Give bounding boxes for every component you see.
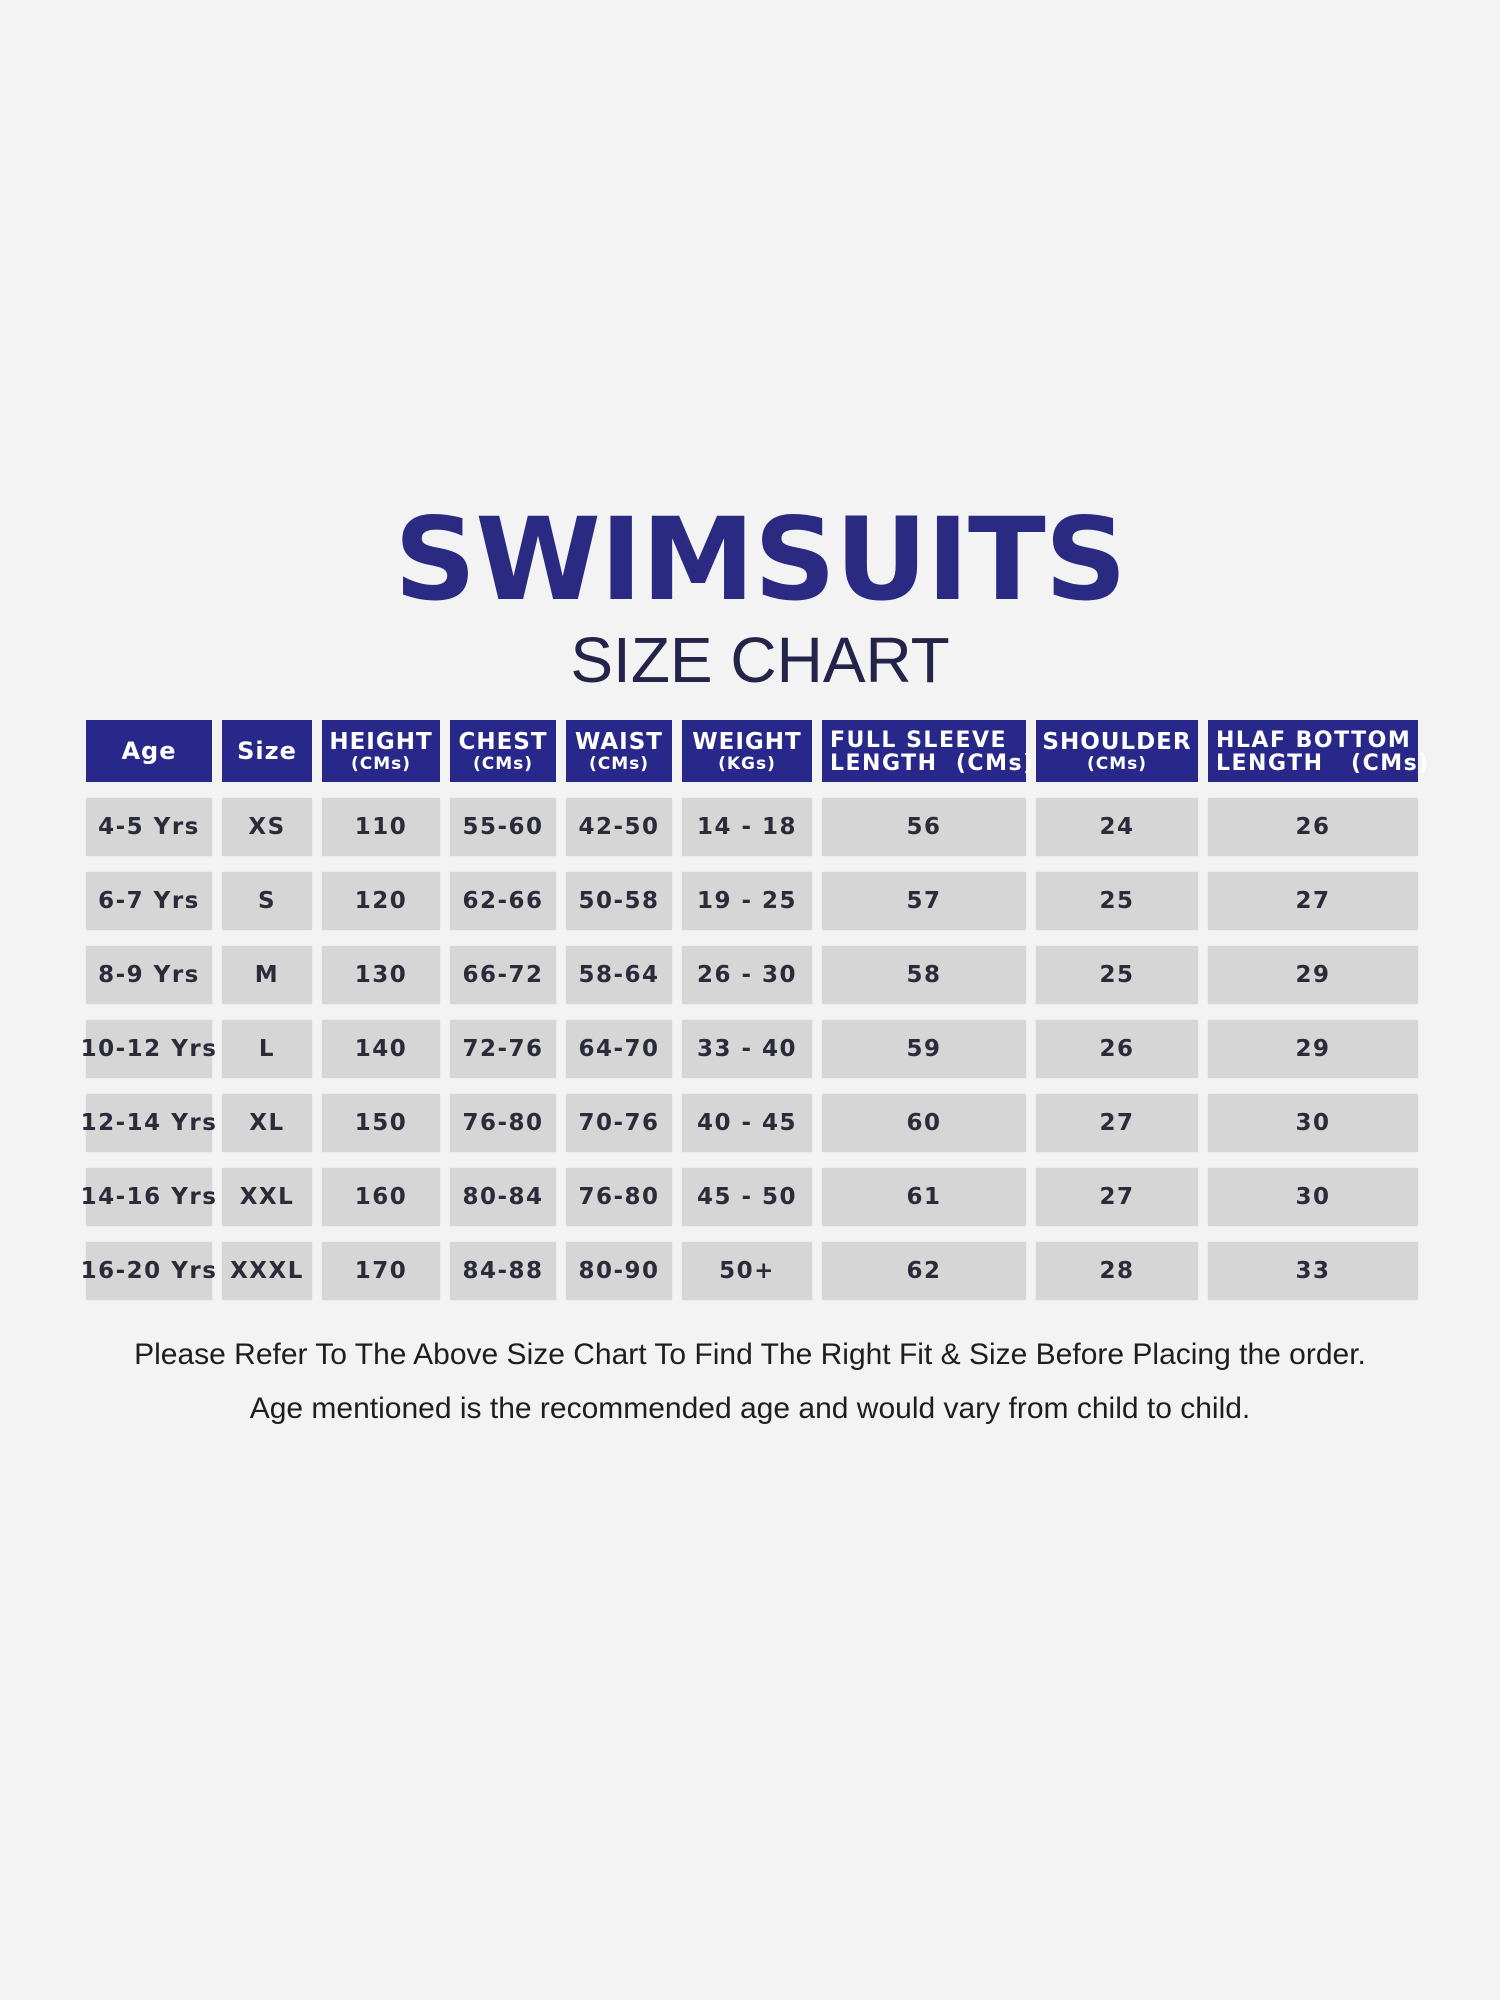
cell-full-sleeve-length: 59 <box>822 1020 1026 1078</box>
cell-chest: 72-76 <box>450 1020 556 1078</box>
size-chart-table <box>80 720 1430 1300</box>
cell-waist: 76-80 <box>566 1168 672 1226</box>
header-unit: (KGs) <box>718 754 776 775</box>
cell-size: S <box>222 872 312 930</box>
header-half-bottom-length <box>1208 720 1430 782</box>
header-age <box>86 720 212 782</box>
header-unit: (CMs) <box>350 754 412 775</box>
cell-half-bottom-length: 29 <box>1208 946 1418 1004</box>
cell-size: XXXL <box>222 1242 312 1300</box>
header-unit: (CMs) <box>1086 754 1148 775</box>
header-label: Size <box>237 737 297 766</box>
cell-full-sleeve-length: 57 <box>822 872 1026 930</box>
cell-age: 8-9 Yrs <box>86 946 212 1004</box>
cell-half-bottom-length: 33 <box>1208 1242 1418 1300</box>
cell-full-sleeve-length: 56 <box>822 798 1026 856</box>
cell-shoulder: 25 <box>1036 872 1198 930</box>
cell-size: XXL <box>222 1168 312 1226</box>
header-label: Age <box>121 737 177 766</box>
header-unit: (CMs) <box>588 754 650 775</box>
cell-chest: 84-88 <box>450 1242 556 1300</box>
cell-height: 170 <box>322 1242 440 1300</box>
cell-chest: 80-84 <box>450 1168 556 1226</box>
header-label: WAIST <box>575 729 663 755</box>
header-unit: LENGTH (CMs) <box>830 751 1035 776</box>
cell-full-sleeve-length: 61 <box>822 1168 1026 1226</box>
header-size <box>222 720 312 782</box>
cell-waist: 42-50 <box>566 798 672 856</box>
cell-full-sleeve-length: 60 <box>822 1094 1026 1152</box>
cell-chest: 76-80 <box>450 1094 556 1152</box>
header-label: HEIGHT <box>329 729 433 755</box>
header-label: WEIGHT <box>692 729 802 755</box>
cell-shoulder: 26 <box>1036 1020 1198 1078</box>
cell-height: 120 <box>322 872 440 930</box>
cell-waist: 80-90 <box>566 1242 672 1300</box>
header-weight <box>682 720 812 782</box>
cell-shoulder: 24 <box>1036 798 1198 856</box>
cell-age: 6-7 Yrs <box>86 872 212 930</box>
cell-shoulder: 28 <box>1036 1242 1198 1300</box>
cell-weight: 33 - 40 <box>682 1020 812 1078</box>
cell-age: 12-14 Yrs <box>86 1094 212 1152</box>
page-subtitle: SIZE CHART <box>570 624 950 696</box>
cell-height: 110 <box>322 798 440 856</box>
cell-shoulder: 27 <box>1036 1094 1198 1152</box>
cell-height: 140 <box>322 1020 440 1078</box>
header-label: CHEST <box>458 729 548 755</box>
header-height <box>322 720 440 782</box>
cell-half-bottom-length: 29 <box>1208 1020 1418 1078</box>
cell-size: XL <box>222 1094 312 1152</box>
header-full-sleeve-length <box>822 720 1035 782</box>
note-age-varies: Age mentioned is the recommended age and would vary from child to child. <box>249 1392 1251 1425</box>
cell-shoulder: 27 <box>1036 1168 1198 1226</box>
cell-height: 160 <box>322 1168 440 1226</box>
cell-size: XS <box>222 798 312 856</box>
cell-age: 10-12 Yrs <box>86 1020 212 1078</box>
cell-age: 4-5 Yrs <box>86 798 212 856</box>
cell-half-bottom-length: 30 <box>1208 1168 1418 1226</box>
page-title: SWIMSUITS <box>394 493 1126 626</box>
cell-chest: 66-72 <box>450 946 556 1004</box>
cell-weight: 19 - 25 <box>682 872 812 930</box>
cell-full-sleeve-length: 58 <box>822 946 1026 1004</box>
cell-waist: 70-76 <box>566 1094 672 1152</box>
cell-weight: 26 - 30 <box>682 946 812 1004</box>
header-unit: (CMs) <box>472 754 534 775</box>
cell-full-sleeve-length: 62 <box>822 1242 1026 1300</box>
header-shoulder <box>1036 720 1198 782</box>
cell-weight: 50+ <box>682 1242 812 1300</box>
cell-age: 16-20 Yrs <box>86 1242 212 1300</box>
header-waist <box>566 720 672 782</box>
header-label: SHOULDER <box>1042 729 1192 755</box>
header-unit: LENGTH (CMs) <box>1216 751 1430 776</box>
cell-waist: 64-70 <box>566 1020 672 1078</box>
cell-waist: 50-58 <box>566 872 672 930</box>
header-chest <box>450 720 556 782</box>
cell-weight: 45 - 50 <box>682 1168 812 1226</box>
cell-chest: 62-66 <box>450 872 556 930</box>
cell-shoulder: 25 <box>1036 946 1198 1004</box>
cell-half-bottom-length: 30 <box>1208 1094 1418 1152</box>
cell-height: 150 <box>322 1094 440 1152</box>
note-refer-chart: Please Refer To The Above Size Chart To Find The Right Fit & Size Before Placing the order. <box>134 1338 1366 1371</box>
cell-weight: 14 - 18 <box>682 798 812 856</box>
cell-half-bottom-length: 27 <box>1208 872 1418 930</box>
cell-waist: 58-64 <box>566 946 672 1004</box>
cell-size: M <box>222 946 312 1004</box>
cell-size: L <box>222 1020 312 1078</box>
header-label: HLAF BOTTOM <box>1216 727 1412 753</box>
cell-half-bottom-length: 26 <box>1208 798 1418 856</box>
cell-weight: 40 - 45 <box>682 1094 812 1152</box>
cell-age: 14-16 Yrs <box>86 1168 212 1226</box>
cell-height: 130 <box>322 946 440 1004</box>
cell-chest: 55-60 <box>450 798 556 856</box>
header-label: FULL SLEEVE <box>830 727 1008 753</box>
size-notes <box>0 1328 1500 1436</box>
